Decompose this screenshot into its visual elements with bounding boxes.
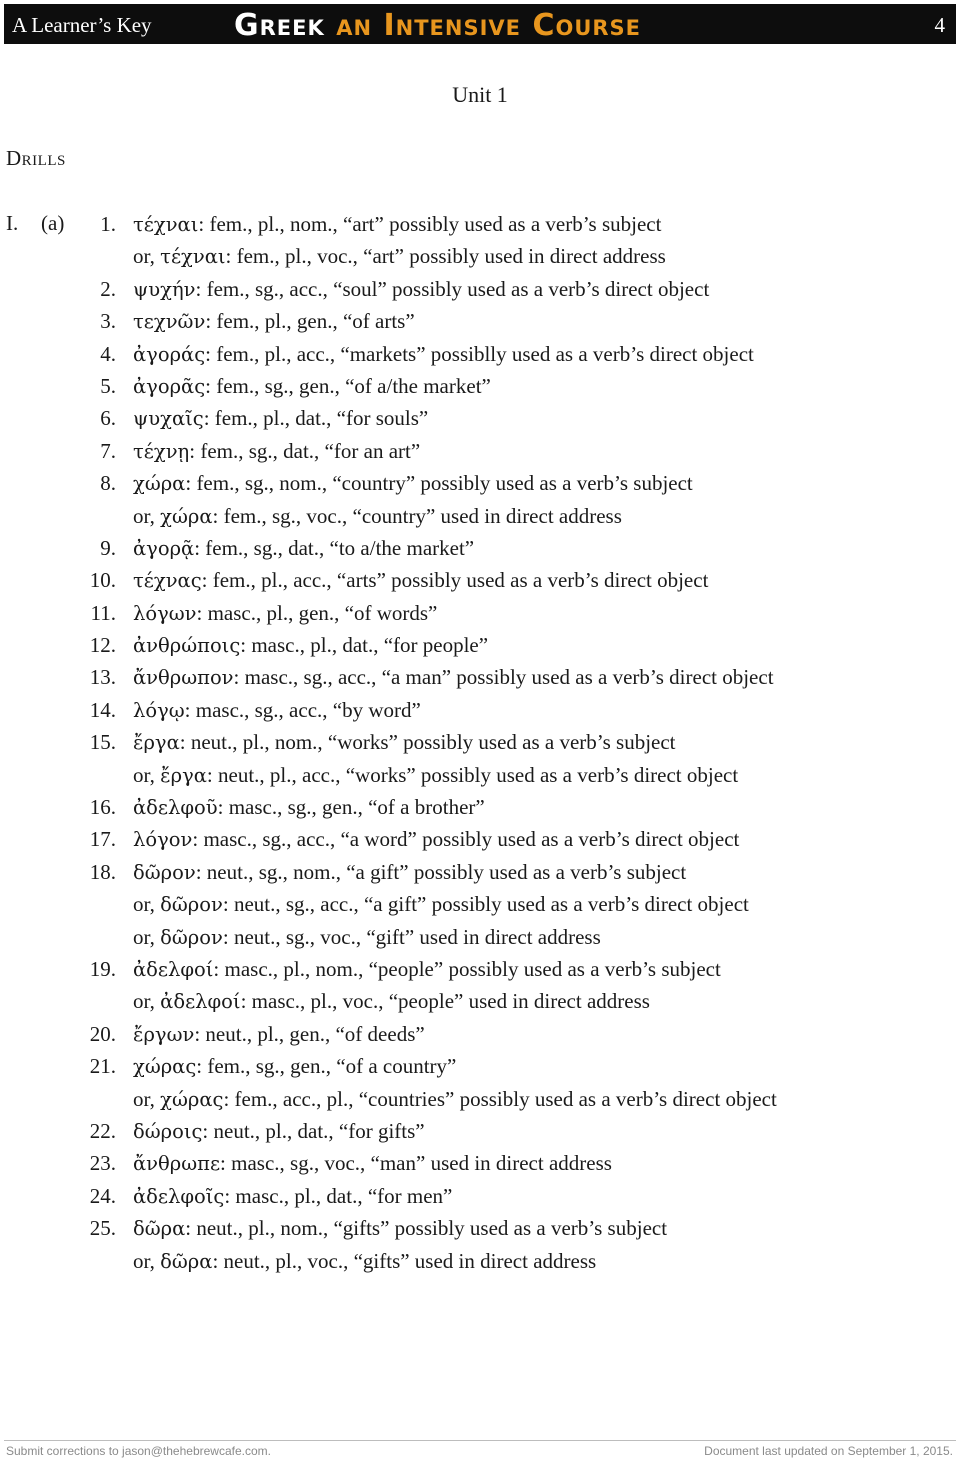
answer-number: 21.	[89, 1054, 116, 1079]
answer-number: 23.	[89, 1151, 116, 1176]
answer-text	[133, 467, 693, 500]
answer-text	[133, 791, 485, 824]
answer-line	[0, 629, 960, 661]
greek-form: δῶρον	[160, 893, 223, 917]
answer-list	[0, 208, 960, 1277]
answer-text	[133, 661, 774, 694]
greek-form: ἄνθρωπον	[133, 666, 234, 690]
alternative-prefix: or,	[133, 244, 161, 269]
answer-number: 12.	[89, 633, 116, 658]
section-heading: Drills	[6, 146, 66, 170]
parsing-description: : masc., sg., acc., “a word” possibly used as a verb’s direct object	[192, 827, 740, 852]
greek-form: δῶρον	[160, 925, 223, 949]
greek-form: ἀνθρώποις	[133, 634, 241, 658]
answer-line	[0, 402, 960, 434]
parsing-description: : fem., pl., acc., “markets” possiblly used as a verb’s direct object	[205, 341, 754, 366]
greek-form: τέχνας	[133, 569, 202, 593]
answer-line	[0, 888, 960, 920]
parsing-description: : masc., pl., gen., “of words”	[196, 600, 438, 625]
greek-form: ψυχαῖς	[133, 407, 204, 431]
header-bar	[4, 4, 956, 44]
answer-line	[0, 791, 960, 823]
parsing-description: : neut., pl., nom., “works” possibly used as a verb’s subject	[179, 730, 676, 755]
parsing-description: : fem., pl., nom., “art” possibly used as a verb’s subject	[198, 212, 662, 236]
greek-form: ἀδελφοί	[133, 957, 214, 981]
answer-line	[0, 305, 960, 337]
answer-number: 20.	[89, 1021, 116, 1046]
parsing-description: : fem., sg., voc., “country” used in direct address	[212, 503, 622, 528]
alternative-prefix: or,	[133, 892, 161, 917]
answer-number: 16.	[89, 795, 116, 820]
parsing-description: : masc., pl., nom., “people” possibly used as a verb’s subject	[213, 956, 721, 981]
answer-number: 5.	[100, 373, 116, 398]
parsing-description: : masc., sg., acc., “a man” possibly used as a verb’s direct object	[233, 665, 774, 690]
parsing-description: : masc., sg., voc., “man” used in direct address	[220, 1151, 612, 1176]
answer-line	[0, 467, 960, 499]
answer-line	[0, 985, 960, 1017]
parsing-description: : fem., sg., gen., “of a country”	[196, 1054, 457, 1079]
answer-number: 14.	[89, 697, 116, 722]
answer-line	[0, 1018, 960, 1050]
alternative-prefix: or,	[133, 924, 161, 949]
greek-form: λόγων	[133, 601, 197, 625]
parsing-description: : fem., pl., gen., “of arts”	[205, 309, 415, 334]
greek-form: τέχναι	[160, 245, 226, 269]
greek-form: δῶρα	[160, 1249, 213, 1273]
answer-line	[0, 273, 960, 305]
unit-title: Unit 1	[452, 82, 508, 107]
greek-form: ἀδελφοῖς	[133, 1184, 225, 1208]
answer-text	[133, 953, 721, 986]
answer-text	[133, 435, 420, 468]
answer-text	[133, 370, 491, 403]
answer-line	[0, 338, 960, 370]
parsing-description: : neut., pl., dat., “for gifts”	[202, 1118, 425, 1143]
answer-number: 3.	[100, 309, 116, 334]
answer-number: 1.	[100, 212, 116, 236]
greek-form: χώρα	[133, 472, 186, 496]
answer-line	[0, 1083, 960, 1115]
answer-text	[133, 402, 428, 435]
parsing-description: : fem., pl., acc., “arts” possibly used as a verb’s direct object	[201, 568, 709, 593]
answer-number: 8.	[100, 471, 116, 496]
alternative-prefix: or,	[133, 989, 161, 1014]
answer-text	[133, 694, 421, 727]
answer-line	[0, 1147, 960, 1179]
parsing-description: : fem., acc., pl., “countries” possibly used as a verb’s direct object	[223, 1086, 777, 1111]
answer-line	[0, 564, 960, 596]
greek-form: ἀγοράς	[133, 342, 206, 366]
answer-text	[133, 240, 666, 273]
answer-text	[133, 564, 708, 597]
answer-text	[133, 305, 415, 338]
answer-number: 2.	[100, 276, 116, 301]
greek-form: ἀδελφοῦ	[133, 796, 218, 820]
answer-text	[133, 532, 474, 565]
answer-text	[133, 338, 754, 371]
answer-line	[0, 597, 960, 629]
greek-form: λόγον	[133, 828, 193, 852]
answer-number: 6.	[100, 406, 116, 431]
answer-text	[133, 1180, 452, 1213]
answer-number: 9.	[100, 535, 116, 560]
header-title	[234, 8, 641, 43]
greek-form: τέχναι	[133, 213, 199, 236]
answer-text	[133, 629, 488, 662]
answer-text	[133, 888, 749, 921]
header-book-label: A Learner’s Key	[12, 13, 152, 37]
answer-number: 11.	[90, 600, 116, 625]
footer-corrections-note: Submit corrections to jason@thehebrewcafe.com.	[6, 1444, 271, 1458]
answer-line	[0, 240, 960, 272]
drill-label-part: (a)	[41, 211, 65, 235]
alternative-prefix: or,	[133, 1086, 161, 1111]
answer-text	[133, 985, 650, 1018]
answer-text	[133, 823, 739, 856]
answer-text	[133, 1147, 612, 1180]
answer-text	[133, 1245, 596, 1278]
parsing-description: : fem., pl., dat., “for souls”	[203, 406, 429, 431]
answer-line	[0, 661, 960, 693]
answer-line	[0, 759, 960, 791]
answer-text	[133, 500, 622, 533]
drill-label-roman: I.	[6, 211, 19, 235]
answer-number: 24.	[89, 1183, 116, 1208]
page-number: 4	[934, 13, 945, 37]
greek-form: τέχνῃ	[133, 439, 190, 463]
answer-text	[133, 1212, 667, 1245]
answer-line	[0, 694, 960, 726]
answer-line	[0, 1212, 960, 1244]
parsing-description: : masc., pl., dat., “for men”	[224, 1183, 453, 1208]
parsing-description: : neut., pl., voc., “gifts” used in direct address	[212, 1248, 597, 1273]
greek-form: ἔργων	[133, 1022, 195, 1046]
answer-text	[133, 597, 437, 630]
greek-form: ἀγορᾷ	[133, 536, 195, 560]
greek-form: χώρας	[160, 1087, 224, 1111]
greek-form: χώρα	[160, 504, 213, 528]
answer-number: 10.	[89, 568, 116, 593]
alternative-prefix: or,	[133, 762, 161, 787]
greek-form: τεχνῶν	[133, 310, 206, 334]
answer-text	[133, 1018, 425, 1051]
answer-line	[0, 1245, 960, 1277]
parsing-description: : fem., sg., gen., “of a/the market”	[205, 373, 491, 398]
greek-form: δώροις	[133, 1119, 203, 1143]
parsing-description: : fem., sg., acc., “soul” possibly used as a verb’s direct object	[195, 276, 710, 301]
parsing-description: : neut., pl., gen., “of deeds”	[194, 1021, 425, 1046]
parsing-description: : fem., sg., dat., “for an art”	[189, 438, 421, 463]
answer-line	[0, 823, 960, 855]
parsing-description: : masc., pl., dat., “for people”	[240, 633, 489, 658]
footer-divider	[4, 1440, 956, 1441]
answer-text	[133, 1050, 456, 1083]
answer-text	[133, 921, 601, 954]
answer-line	[0, 953, 960, 985]
parsing-description: : fem., pl., voc., “art” possibly used in direct address	[225, 244, 666, 269]
answer-line	[0, 532, 960, 564]
answer-number: 17.	[89, 827, 116, 852]
answer-line	[0, 921, 960, 953]
parsing-description: : fem., sg., nom., “country” possibly used as a verb’s subject	[185, 471, 693, 496]
greek-form: ἔργα	[160, 763, 207, 787]
answer-line	[0, 370, 960, 402]
answer-text	[133, 1115, 425, 1148]
footer-last-updated: Document last updated on September 1, 2015.	[704, 1444, 953, 1458]
answer-text	[133, 1083, 777, 1116]
answer-line	[0, 726, 960, 758]
header-title-rest: an Intensive Course	[324, 8, 642, 43]
parsing-description: : neut., pl., nom., “gifts” possibly used as a verb’s subject	[185, 1216, 668, 1241]
parsing-description: : neut., sg., acc., “a gift” possibly used as a verb’s direct object	[222, 892, 749, 917]
answer-line	[0, 1180, 960, 1212]
answer-line	[0, 500, 960, 532]
answer-number: 22.	[89, 1118, 116, 1143]
greek-form: χώρας	[133, 1055, 197, 1079]
answer-number: 7.	[100, 438, 116, 463]
alternative-prefix: or,	[133, 503, 161, 528]
answer-line	[0, 435, 960, 467]
greek-form: ἀγορᾶς	[133, 374, 206, 398]
answer-number: 25.	[89, 1216, 116, 1241]
answer-line	[0, 1115, 960, 1147]
answer-line	[0, 1050, 960, 1082]
answer-line	[0, 856, 960, 888]
greek-form: ἄνθρωπε	[133, 1152, 221, 1176]
answer-number: 15.	[89, 730, 116, 755]
parsing-description: : neut., pl., acc., “works” possibly used as a verb’s direct object	[206, 762, 739, 787]
answer-line	[0, 208, 960, 240]
answer-number: 13.	[89, 665, 116, 690]
answer-text	[133, 759, 738, 792]
greek-form: ψυχήν	[133, 277, 196, 301]
greek-form: λόγῳ	[133, 698, 185, 722]
parsing-description: : masc., sg., gen., “of a brother”	[217, 795, 485, 820]
alternative-prefix: or,	[133, 1248, 161, 1273]
greek-form: δῶρα	[133, 1217, 186, 1241]
answer-number: 18.	[89, 859, 116, 884]
parsing-description: : neut., sg., voc., “gift” used in direct address	[222, 924, 601, 949]
parsing-description: : fem., sg., dat., “to a/the market”	[194, 535, 475, 560]
answer-text	[133, 856, 686, 889]
answer-text	[133, 273, 709, 306]
parsing-description: : masc., pl., voc., “people” used in direct address	[240, 989, 650, 1014]
greek-form: ἔργα	[133, 731, 180, 755]
answer-text	[133, 726, 676, 759]
answer-number: 19.	[89, 956, 116, 981]
answer-text	[133, 208, 661, 241]
greek-form: ἀδελφοί	[160, 990, 241, 1014]
header-title-greek: Greek	[234, 8, 325, 43]
parsing-description: : neut., sg., nom., “a gift” possibly used as a verb’s subject	[195, 859, 687, 884]
parsing-description: : masc., sg., acc., “by word”	[184, 697, 421, 722]
greek-form: δῶρον	[133, 860, 196, 884]
answer-number: 4.	[100, 341, 116, 366]
